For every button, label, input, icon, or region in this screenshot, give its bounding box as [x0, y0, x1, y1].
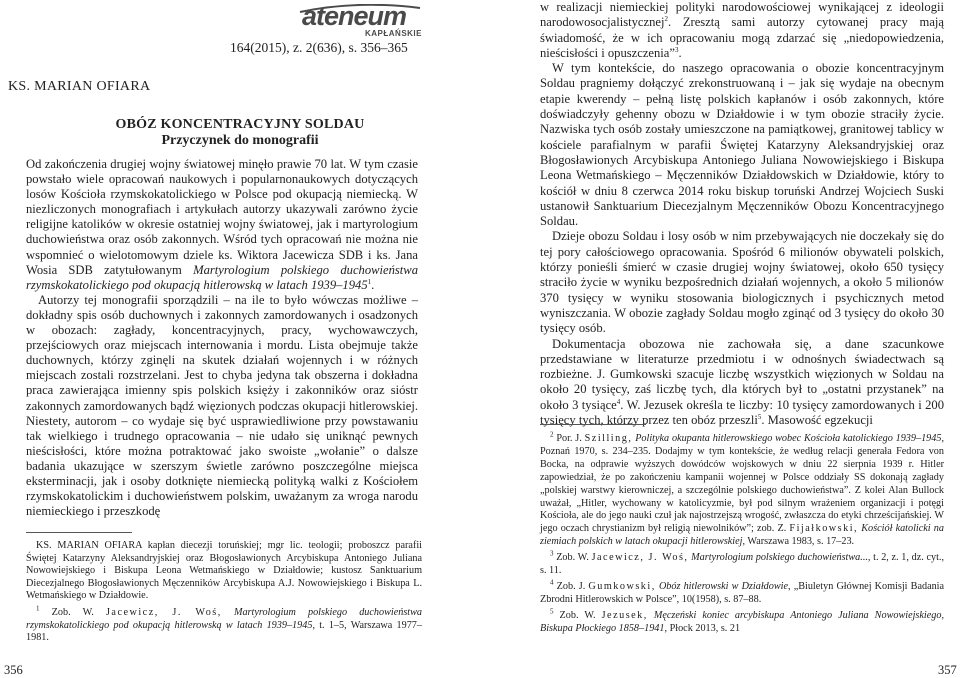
paragraph: Autorzy tej monografii sporządzili – na ile to było wówczas możliwe – dokładny spis osób duchownych i zakonnych zamordowanych i osadzonych w obozach: zagłady, koncentracyjnych, pracy, wychowawczych, przejściowych oraz miejscach internowania i mordu. Lista obejmuje także duchownych, którzy zginęli na skutek działań wojennych i w różnych miejscach zostali rozstrzelani. Jest to chyba jedyna tak obszerna i dokładna praca zawierająca imienny spis polskich księży i zakonników oraz sióstr zakonnych zamordowanych bądź więzionych podczas okupacji hitlerowskiej. Niestety, autorom – co wydaje się być usprawiedliwione przy powstawaniu tak wielkiego i trudnego opracowania – nie udało się uniknąć pewnych nieścisłości, które można potraktować jako swoiste „wołanie” o dalsze badania ukazujące w szerszym świetle zarówno poszczególne miejsca eksterminacji, jak i osoby dotknięte niemiecką polityką walki z Kościołem rzymskokatolickim i duchowieństwem polskim, uważanym za wroga narodu niemieckiego i przeszkodę [26, 292, 418, 519]
article-subtitle: Przyczynek do monografii [161, 133, 319, 148]
footnote-divider [540, 424, 646, 425]
article-author: KS. MARIAN OFIARA [8, 79, 151, 94]
footnote: $^4$ Zob. J. Gumkowski, Obóz hitlerowski w Działdowie, „Biuletyn Głównej Komisji Badania Zbrodni Hitlerowskich w Polsce”, 10(1958), s. 87–88. [540, 578, 945, 605]
footnote: $^1$ Zob. W. Jacewicz, J. Woś, Martyrologium polskiego duchowieństwa rzymskokatolickiego pod okupacją hitlerowską w latach 1939–1945, t. 1–5, Warszawa 1977–1981. [26, 604, 423, 644]
paragraph: Dokumentacja obozowa nie zachowała się, a dane szacunkowe przedstawiane w literaturze przedmiotu i w odnośnych świadectwach są rozbieżne. J. Gumkowski szacuje liczbę wszystkich więzionych w Soldau na około 20 tysięcy, zaś liczbę tych, dla których był to „ostatni przystanek” na około 3 tysiące$^4$. W. Jezusek określa te liczby: 10 tysięcy zamordowanych i 200 tysięcy tych, którzy przez ten obóz przeszli$^5$. Masowość egzekucji [540, 336, 944, 428]
ateneum-logo [298, 2, 422, 38]
paragraph: Od zakończenia drugiej wojny światowej minęło prawie 70 lat. W tym czasie powstało wiele opracowań naukowych i popularnonaukowych dotyczących losów Kościoła rzymskokatolickiego w Polsce pod okupacją niemiecką. W niezliczonych monografiach i artykułach autorzy ukazywali zarówno życie religijne katolików w okresie ostatniej wojny światowej, jak i martyrologium duchowieństwa oraz osób zakonnych. Wśród tych opracowań nie można nie wspomnieć o wielotomowym dziele ks. Wiktora Jacewicza SDB i ks. Jana Wosia SDB zatytułowanym Martyrologium polskiego duchowieństwa rzymskokatolickiego pod okupacją hitlerowską w latach 1939–1945$^1$. [26, 157, 419, 292]
left-footnotes [26, 540, 422, 649]
paragraph: W tym kontekście, do naszego opracowania o obozie koncentracyjnym Soldau pragniemy dołączyć zrekonstruowaną i – jak się wydaje na obecnym etapie kwerendy – pełną listę polskich kapłanów i osób zakonnych, które doświadczyły gehenny obozu w Działdowie i w tym obozie straciły życie. Nazwiska tych osób zostały umieszczone na pamiątkowej, granitowej tablicy w kościele parafialnym w parafii Świętej Katarzyny Aleksandryjskiej oraz Błogosławionych Arcybiskupa Antoniego Juliana Nowowiejskiego i Biskupa Leona Wetmańskiego – Męczenników Działdowskich w Działdowie, który to kościół w dniu 8 czerwca 2014 roku biskup toruński Andrzej Wojciech Suski ustanowił Sanktuarium Diecezjalnym Męczenników Obozu Koncentracyjnego Soldau. [540, 61, 944, 229]
journal-citation: 164(2015), z. 2(636), s. 356–365 [230, 40, 408, 55]
paragraph: Dzieje obozu Soldau i losy osób w nim przebywających nie doczekały się do tej pory całościowego opracowania. Spośród 6 milionów obywateli polskich, którzy ponieśli śmierć w czasie drugiej wojny światowej, około 650 tysięcy straciło życie w wyniku bezpośrednich działań wojennych, a około 5 milionów 370 tysięcy w wyniku stosowania biologicznych i psychicznych metod wyniszczania. W obozie zagłady Soldau mogło zginąć od 3 tysięcy do około 30 tysięcy osób. [540, 229, 944, 336]
logo-subtext: KAPŁAŃSKIE [364, 29, 422, 38]
right-footnotes [540, 430, 945, 639]
left-body-text [26, 157, 418, 519]
footnote-divider [26, 532, 132, 533]
page-number-left: 356 [4, 663, 23, 677]
footnote: $^5$ Zob. W. Jezusek, Męczeński koniec arcybiskupa Antoniego Juliana Nowowiejskiego, Biskupa Płockiego 1858–1941, Płock 2013, s. 21 [540, 607, 945, 634]
right-body-text [540, 0, 944, 428]
paragraph: w realizacji niemieckiej polityki narodowościowej wynikającej z ideologii narodowosocjalistycznej$^2$. Zresztą sami autorzy cytowanej pracy mają świadomość, że w ich opracowaniu mogą zdarzać się „niedopowiedzenia, nieścisłości i opuszczenia”$^3$. [540, 0, 944, 60]
page-number-right: 357 [938, 663, 957, 677]
logo-text: ateneum [302, 1, 407, 31]
article-title: OBÓZ KONCENTRACYJNY SOLDAU [115, 117, 365, 132]
footnote: $^3$ Zob. W. Jacewicz, J. Woś, Martyrologium polskiego duchowieństwa..., t. 2, z. 1, dz. cyt., s. 11. [540, 549, 945, 577]
right-page [480, 0, 960, 678]
author-note: KS. MARIAN OFIARA kapłan diecezji toruńskiej; mgr lic. teologii; proboszcz parafii Świętej Katarzyny Aleksandryjskiej oraz Błogosławionych Arcybiskupa Antoniego Juliana Nowowiejskiego i Biskupa Leona Wetmańskiego w Działdowie; kustosz Sanktuarium Diecezjalnego Błogosławionych Męczenników Arcybiskupa A.J. Nowowiejskiego i Biskupa L. Wetmańskiego w Działdowie. [26, 540, 422, 602]
footnote: $^2$ Por. J. Szilling, Polityka okupanta hitlerowskiego wobec Kościoła katolickiego 1939–1945, Poznań 1970, s. 234–235. Dodajmy w tym kontekście, że według relacji generała Fedora von Bocka, na odprawie wyższych dowódców wojskowych w dniu 22 sierpnia 1939 r. Hitler zapowiedział, że po zakończeniu kampanii wojennej w Polsce oddziały SS dokonają zagłady „polskiej warstwy kierowniczej, a szczególnie polskiego duchowieństwa”. Z kolei Alan Bullock uważał, „Hitler, wychowany w katolicyzmie, był pod silnym wrażeniem organizacji i potęgi Kościoła, ale do jego nauki czuł jak najostrzejszą wrogość, zwłaszcza do etyki chrześcijańskiej. W jego oczach chrystianizm był religią niewolników”; zob. Z. Fijałkowski, Kościół katolicki na ziemiach polskich w latach okupacji hitlerowskiej, Warszawa 1983, s. 17–23. [540, 430, 945, 548]
